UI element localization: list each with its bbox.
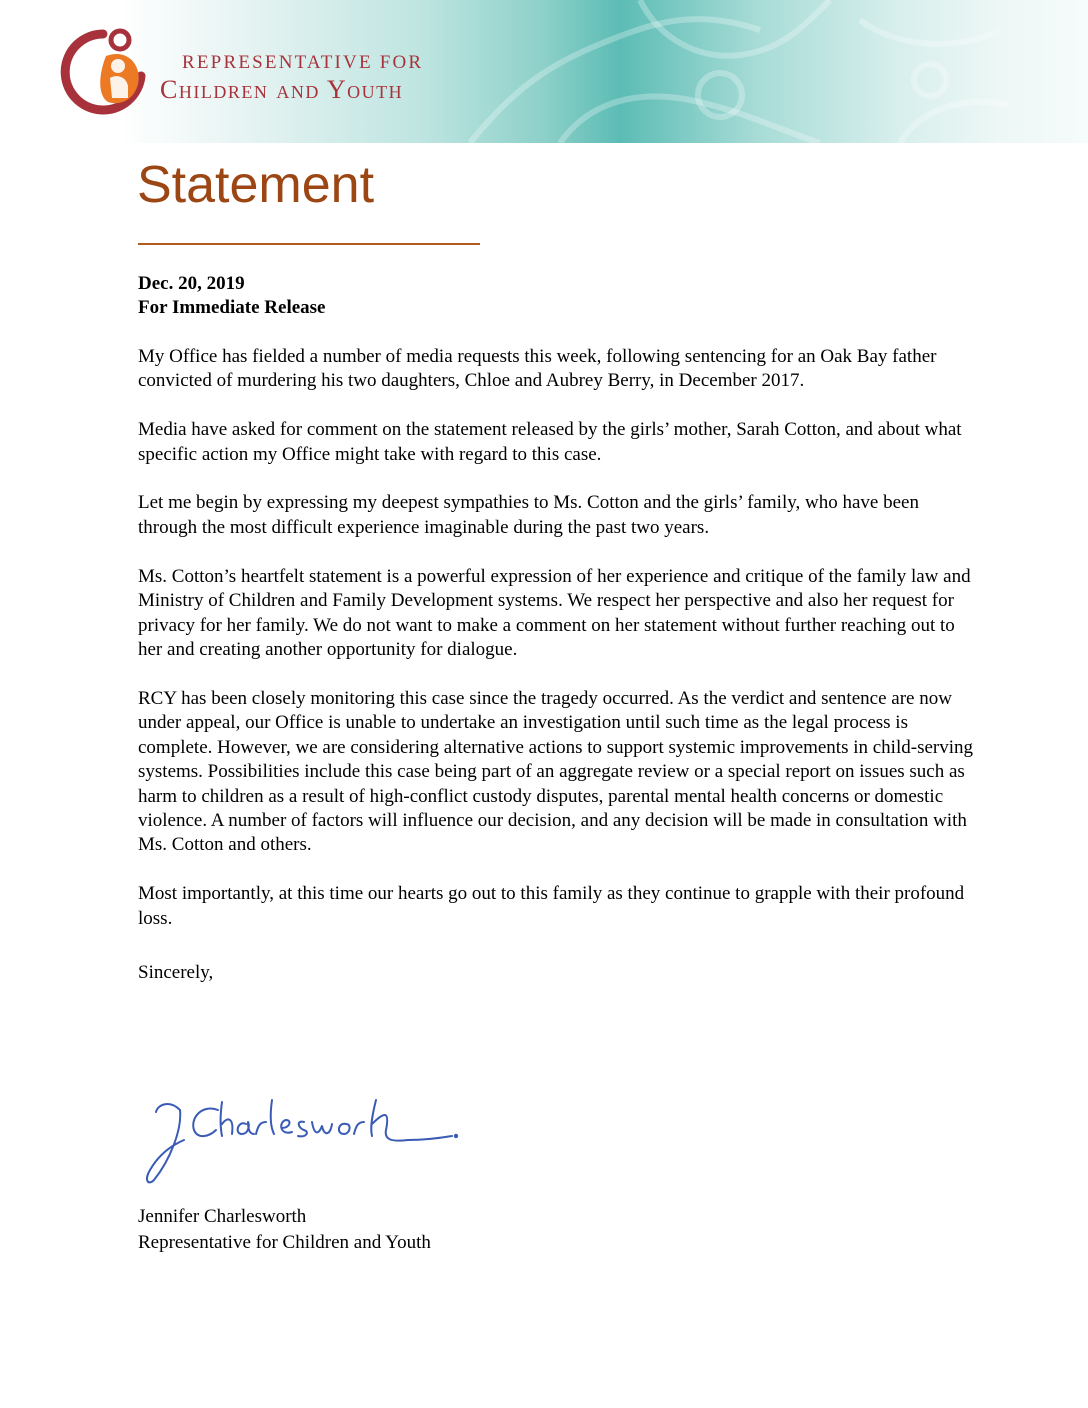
closing-salutation: Sincerely, bbox=[138, 962, 214, 984]
org-line-2: Children and Youth bbox=[160, 75, 404, 104]
body-paragraph-2: Media have asked for comment on the statement released by the girls’ mother, Sarah Cotton, and about what specific action my Office might take with regard to this case. bbox=[138, 419, 962, 465]
body-paragraph-6: Most importantly, at this time our hearts go out to this family as they continue to grapple with their profound loss. bbox=[138, 883, 965, 929]
signatory-name: Jennifer Charlesworth bbox=[138, 1206, 307, 1227]
body-paragraph-5: RCY has been closely monitoring this case since the tragedy occurred. As the verdict and sentence are now under appeal, our Office is unable to undertake an investigation until such time as the legal process is complete. However, we are considering alternative actions to support systemic improvements in child-serving systems. Possibilities include this case being part of an aggregate review or a special report on issues such as harm to children as a result of high-conflict custody disputes, parental mental health concerns or domestic violence. A number of factors will influence our decision, and any decision will be made in consultation with Ms. Cotton and others. bbox=[138, 687, 973, 856]
handwritten-signature bbox=[140, 1090, 460, 1190]
document-title: Statement bbox=[137, 156, 375, 214]
release-date: Dec. 20, 2019 bbox=[138, 273, 245, 294]
document-body bbox=[138, 272, 978, 985]
body-paragraph-1: My Office has fielded a number of media requests this week, following sentencing for an Oak Bay father convicted of murdering his two daughters, Chloe and Aubrey Berry, in December 2017. bbox=[138, 345, 937, 392]
release-meta bbox=[138, 272, 978, 321]
release-type: For Immediate Release bbox=[138, 297, 326, 319]
signatory-title: Representative for Children and Youth bbox=[138, 1232, 431, 1253]
signature-block bbox=[138, 1204, 431, 1256]
org-line-1: REPRESENTATIVE FOR bbox=[182, 52, 424, 73]
title-divider bbox=[138, 243, 480, 245]
body-paragraph-4: Ms. Cotton’s heartfelt statement is a powerful expression of her experience and critique of the family law and Ministry of Children and Family Development systems. We respect her perspective and also her request for privacy for her family. We do not want to make a comment on her statement without further reaching out to her and creating another opportunity for dialogue. bbox=[138, 565, 971, 660]
body-paragraph-3: Let me begin by expressing my deepest sympathies to Ms. Cotton and the girls’ family, who have been through the most difficult experience imaginable during the past two years. bbox=[138, 492, 919, 538]
organization-wordmark bbox=[160, 51, 423, 105]
rcy-logo-icon bbox=[58, 26, 148, 118]
